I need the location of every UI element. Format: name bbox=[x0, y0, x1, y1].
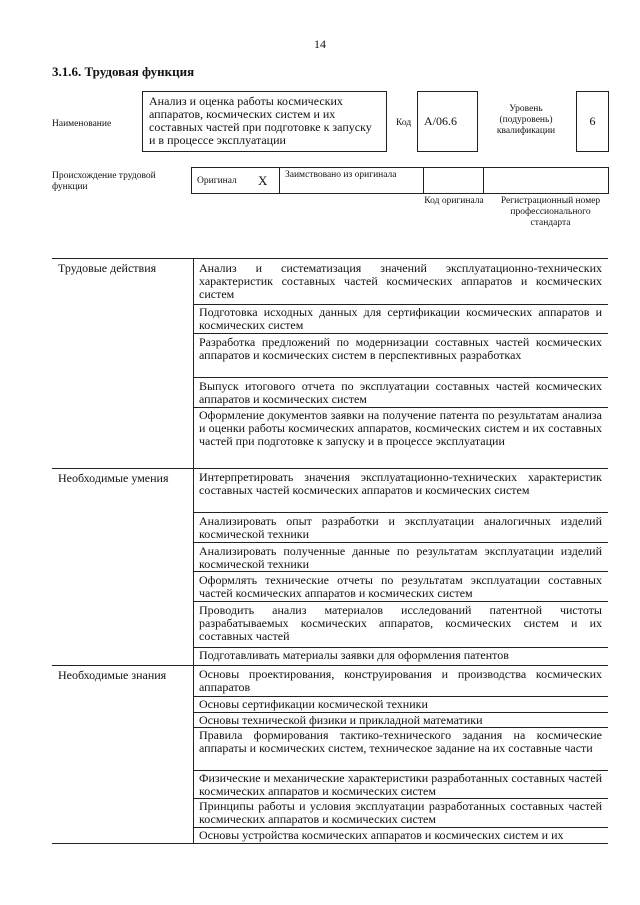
knowledge-item: Основы технической физики и прикладной математики bbox=[199, 713, 483, 727]
original-code-caption: Код оригинала bbox=[424, 196, 484, 206]
table-bottom-border bbox=[52, 843, 608, 844]
borrowed-cell bbox=[280, 168, 424, 193]
original-cell bbox=[192, 168, 280, 193]
function-table bbox=[52, 258, 608, 844]
registration-number-caption: Регистрационный номер профессионального стандарта bbox=[500, 196, 601, 228]
row-divider bbox=[193, 601, 608, 602]
labor-action-item: Разработка предложений по модернизации составных частей космических аппаратов и космических систем в перспективных разработках bbox=[199, 335, 602, 362]
page-number: 14 bbox=[314, 37, 326, 51]
row-divider bbox=[193, 468, 608, 469]
knowledge-item: Физические и механические характеристики разработанных составных частей космических аппаратов и космических систем bbox=[199, 771, 602, 798]
borrowed-label: Заимствовано из оригинала bbox=[285, 170, 397, 180]
knowledge-item: Основы сертификации космической техники bbox=[199, 697, 428, 711]
skill-item: Проводить анализ материалов исследований патентной чистоты разрабатываемых космических аппаратов, космических систем и их составных частей bbox=[199, 603, 602, 643]
level-label: Уровень (подуровень) квалификации bbox=[496, 104, 556, 136]
row-divider bbox=[193, 542, 608, 543]
column-divider bbox=[193, 258, 194, 844]
knowledge-item: Принципы работы и условия эксплуатации разработанных составных частей космических аппаратов и космических систем bbox=[199, 799, 602, 826]
row-divider bbox=[193, 665, 608, 666]
labor-action-item: Подготовка исходных данных для сертификации космических аппаратов и космических систем bbox=[199, 305, 602, 332]
knowledge-item: Основы проектирования, конструирования и производства космических аппаратов bbox=[199, 667, 602, 694]
skill-item: Оформлять технические отчеты по результатам эксплуатации составных частей космических аппаратов и космических систем bbox=[199, 573, 602, 600]
registration-number-cell bbox=[484, 168, 608, 193]
origin-row bbox=[191, 167, 609, 194]
table-top-border bbox=[52, 258, 608, 259]
function-name-box: Анализ и оценка работы космических аппаратов, космических систем и их составных частей при подготовке к запуску и в процессе эксплуатации bbox=[142, 91, 387, 152]
labor-actions-label: Трудовые действия bbox=[58, 261, 157, 275]
knowledge-label: Необходимые знания bbox=[58, 668, 167, 682]
skill-item: Анализировать полученные данные по результатам эксплуатации изделий космической техники bbox=[199, 544, 602, 571]
code-box: A/06.6 bbox=[417, 91, 478, 152]
row-divider bbox=[193, 571, 608, 572]
code-label: Код bbox=[396, 118, 412, 128]
skill-item: Подготавливать материалы заявки для оформления патентов bbox=[199, 648, 509, 662]
labor-action-item: Анализ и систематизация значений эксплуатационно-технических характеристик составных частей космических аппаратов и космических систем bbox=[199, 261, 602, 301]
row-divider bbox=[193, 377, 608, 378]
labor-action-item: Выпуск итогового отчета по эксплуатации составных частей космических аппаратов и космических систем bbox=[199, 379, 602, 406]
section-divider-2 bbox=[52, 665, 193, 666]
skills-label: Необходимые умения bbox=[58, 471, 169, 485]
labor-action-item: Оформление документов заявки на получение патента по результатам анализа и оценки работы космических аппаратов, космических систем и их составных частей при подготовке к запуску и в процессе эксплуатации bbox=[199, 408, 602, 448]
name-label: Наименование bbox=[52, 119, 112, 129]
level-box: 6 bbox=[576, 91, 609, 152]
section-divider-1 bbox=[52, 468, 193, 469]
skill-item: Интерпретировать значения эксплуатационно-технических характеристик составных частей космических аппаратов и космических систем bbox=[199, 470, 602, 497]
original-label: Оригинал bbox=[197, 176, 237, 186]
original-mark: X bbox=[258, 173, 268, 188]
row-divider bbox=[193, 512, 608, 513]
row-divider bbox=[193, 333, 608, 334]
knowledge-item: Основы устройства космических аппаратов и космических систем и их bbox=[199, 828, 564, 842]
section-heading: 3.1.6. Трудовая функция bbox=[52, 64, 195, 79]
knowledge-item: Правила формирования тактико-технического задания на космические аппараты и космических систем, техническое задание на их составные части bbox=[199, 728, 602, 755]
original-code-cell bbox=[424, 168, 484, 193]
origin-label: Происхождение трудовой функции bbox=[52, 171, 156, 192]
skill-item: Анализировать опыт разработки и эксплуатации аналогичных изделий космической техники bbox=[199, 514, 602, 541]
